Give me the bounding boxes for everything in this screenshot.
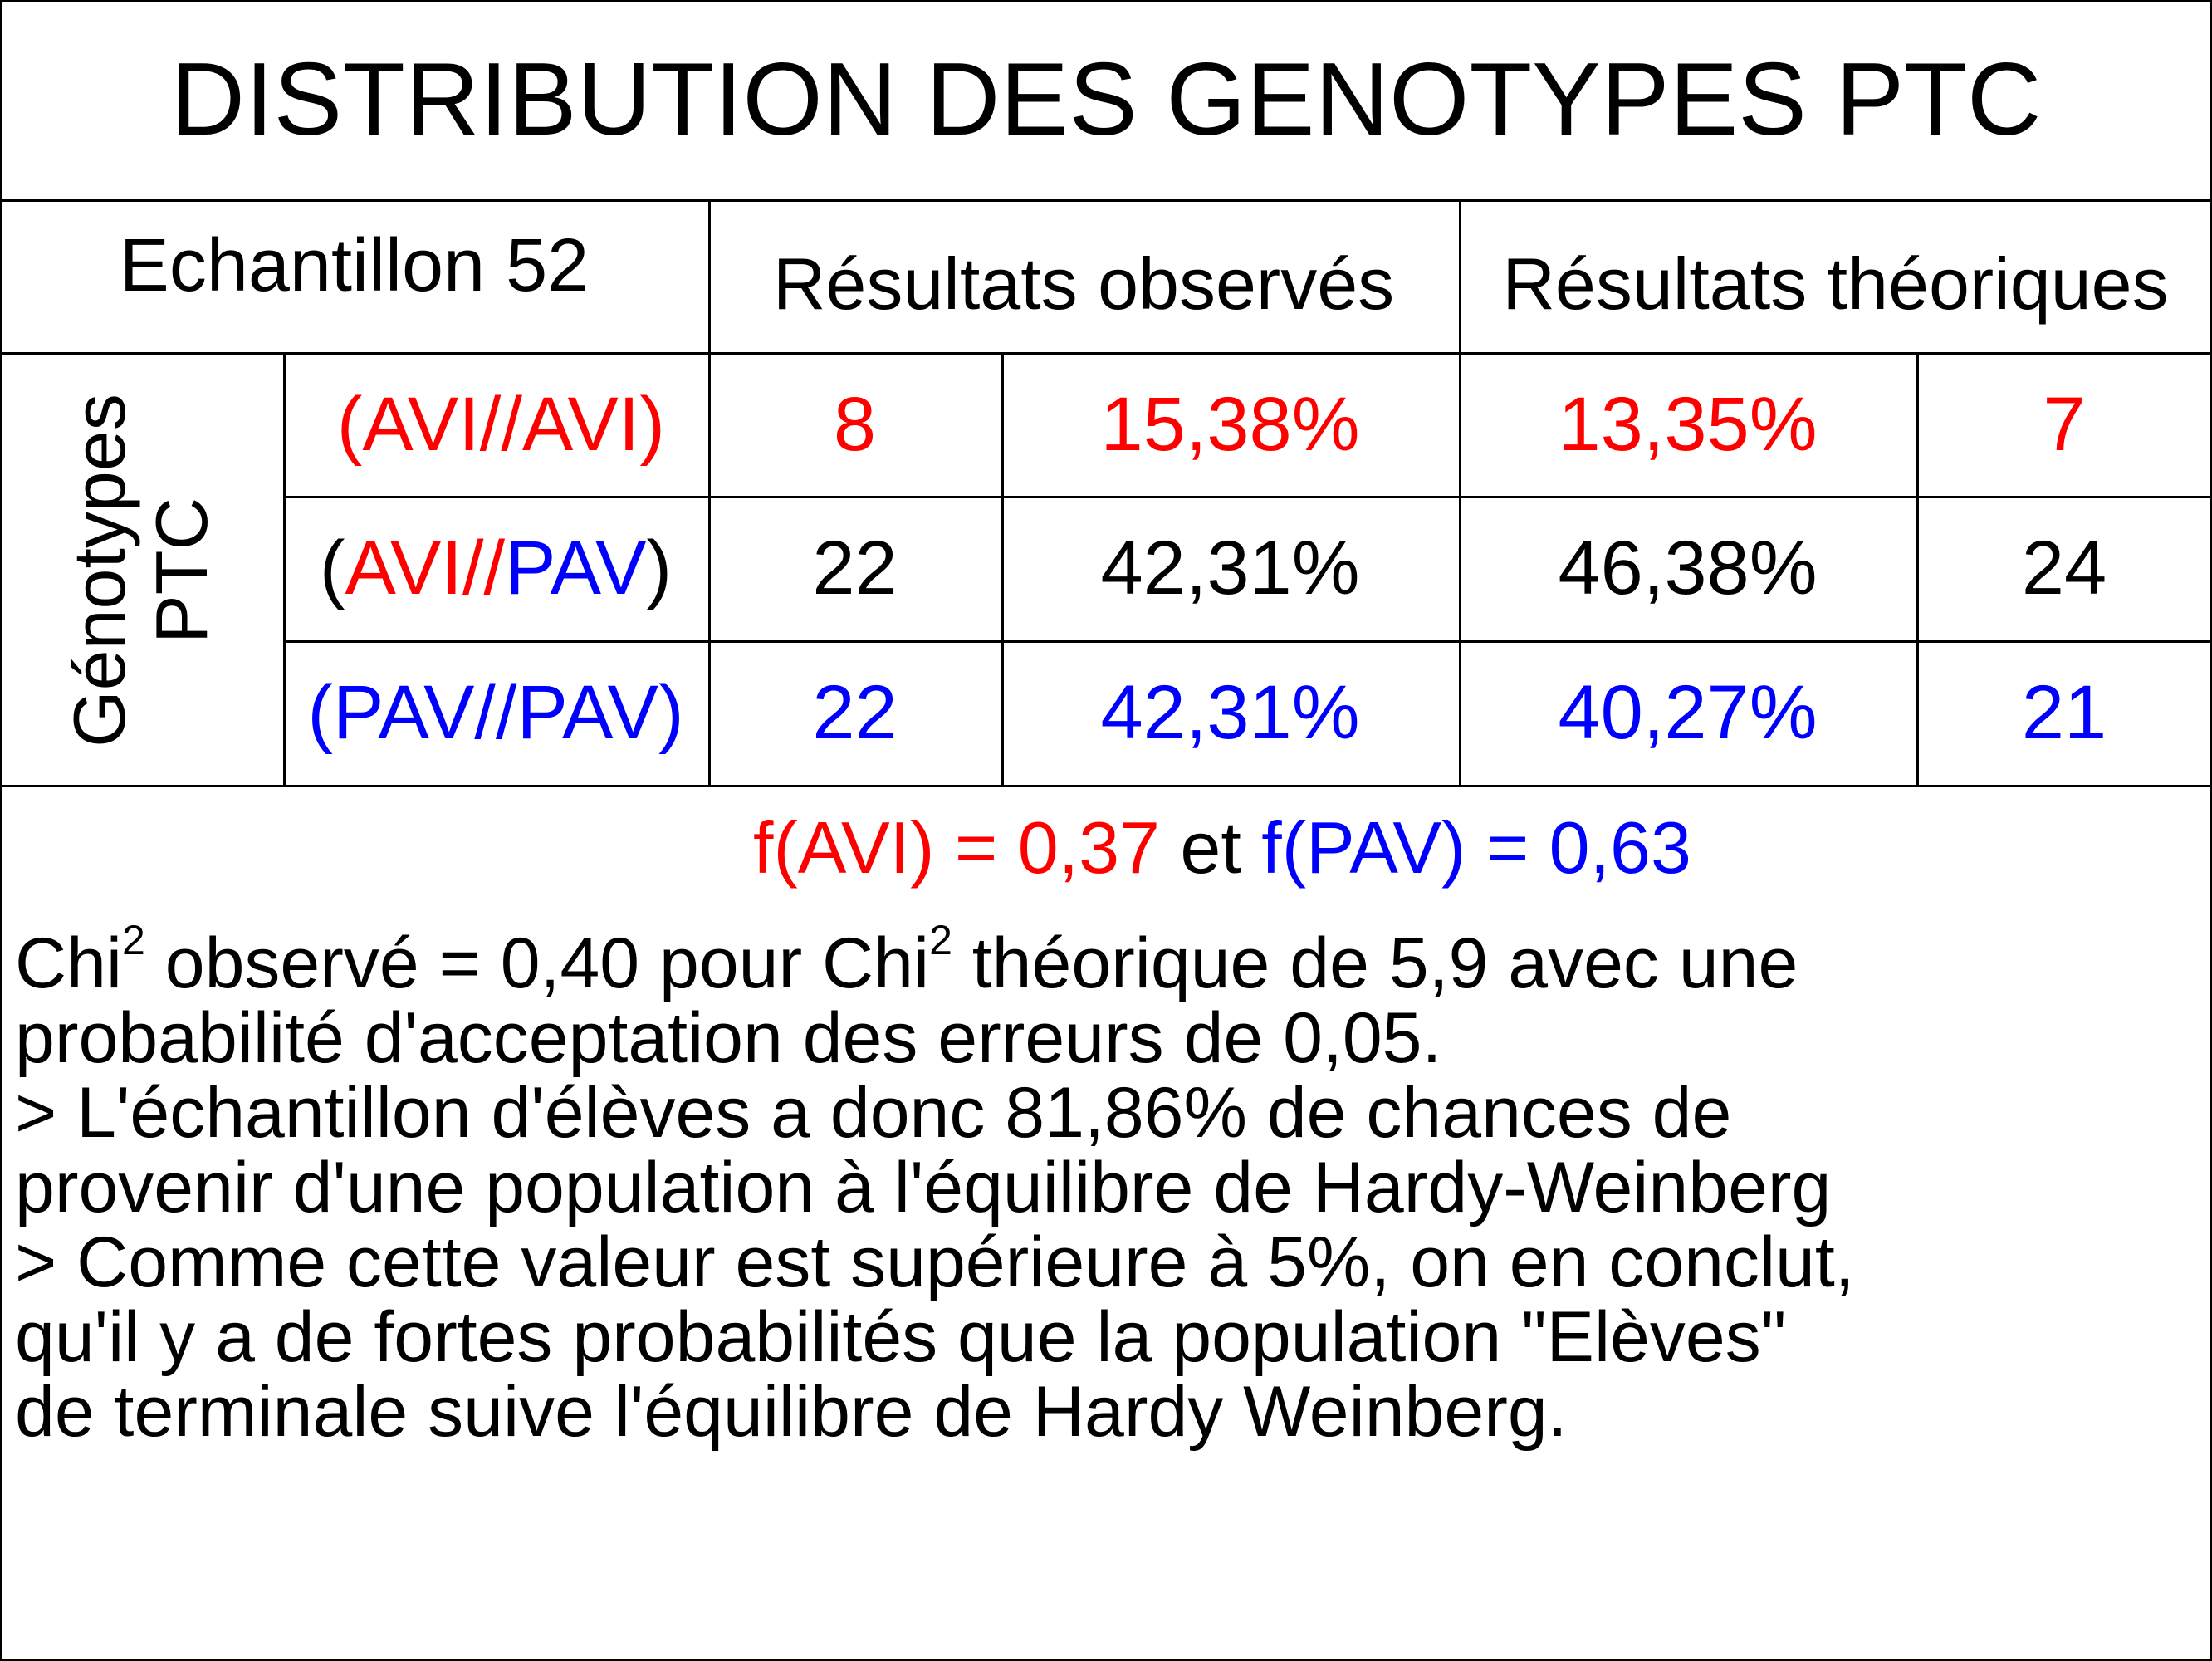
genotype-open-paren: ( (319, 526, 345, 610)
genotype-avi-avi: (AVI//AVI) (336, 381, 665, 467)
chi-exponent-2: 2 (929, 917, 952, 963)
chi-exponent: 2 (122, 917, 145, 963)
chi-label: Chi (15, 924, 123, 1003)
theoretical-count-avi-pav: 24 (2021, 526, 2107, 610)
frequency-pav: f(PAV) = 0,63 (1261, 806, 1691, 889)
chi-square-line (15, 917, 2199, 1003)
genotype-pav-pav: (PAV//PAV) (307, 670, 684, 755)
chi-observed-text: observé = 0,40 pour Chi (144, 924, 930, 1003)
group-label-line2: PTC (140, 497, 223, 644)
theoretical-count-pav-pav: 21 (2021, 670, 2107, 755)
divider-table-bottom (0, 785, 2212, 787)
conclusion-line-5: > Comme cette valeur est supérieure à 5%, on en conclut, (15, 1222, 1855, 1302)
theoretical-percent-pav-pav: 40,27% (1558, 670, 1818, 755)
observed-count-avi-avi: 8 (833, 381, 877, 467)
conclusion-line-4: provenir d'une population à l'équilibre de Hardy-Weinberg (15, 1148, 1832, 1227)
observed-count-avi-pav: 22 (812, 526, 898, 610)
genotype-avi-pav (283, 496, 708, 640)
group-label-line1: Génotypes (58, 394, 141, 747)
observed-percent-avi-pav: 42,31% (1100, 526, 1360, 610)
conclusion-line-7: de terminale suive l'équilibre de Hardy Weinberg. (15, 1372, 1568, 1452)
frequency-connector: et (1159, 806, 1262, 889)
observed-header: Résultats observés (772, 243, 1395, 325)
genotypes-group-label (58, 355, 223, 786)
genotype-allele-pav: PAV (505, 526, 647, 610)
theoretical-header: Résultats théoriques (1502, 243, 2169, 325)
theoretical-percent-avi-pav: 46,38% (1558, 526, 1818, 610)
conclusion-line-2: probabilité d'acceptation des erreurs de 0,05. (15, 998, 1442, 1078)
observed-percent-avi-avi: 15,38% (1100, 381, 1360, 467)
theoretical-percent-avi-avi: 13,35% (1558, 381, 1818, 467)
conclusion-line-6: qu'il y a de fortes probabilités que la population "Elèves" (15, 1297, 1787, 1377)
sample-header: Echantillon 52 (119, 224, 590, 307)
genotype-close-paren: ) (646, 526, 673, 610)
conclusion-line-3: > L'échantillon d'élèves a donc 81,86% de chances de (15, 1073, 1732, 1153)
chi-theoretical-text: théorique de 5,9 avec une (952, 924, 1798, 1003)
genotype-separator: // (462, 526, 506, 610)
observed-percent-pav-pav: 42,31% (1100, 670, 1360, 755)
observed-count-pav-pav: 22 (812, 670, 898, 755)
genotype-allele-avi: AVI (345, 526, 462, 610)
frequency-avi: f(AVI) = 0,37 (753, 806, 1160, 889)
allele-frequencies (0, 806, 2212, 890)
conclusion-text (15, 917, 2199, 1452)
page-title: DISTRIBUTION DES GENOTYPES PTC (170, 42, 2042, 157)
theoretical-count-avi-avi: 7 (2043, 381, 2086, 467)
